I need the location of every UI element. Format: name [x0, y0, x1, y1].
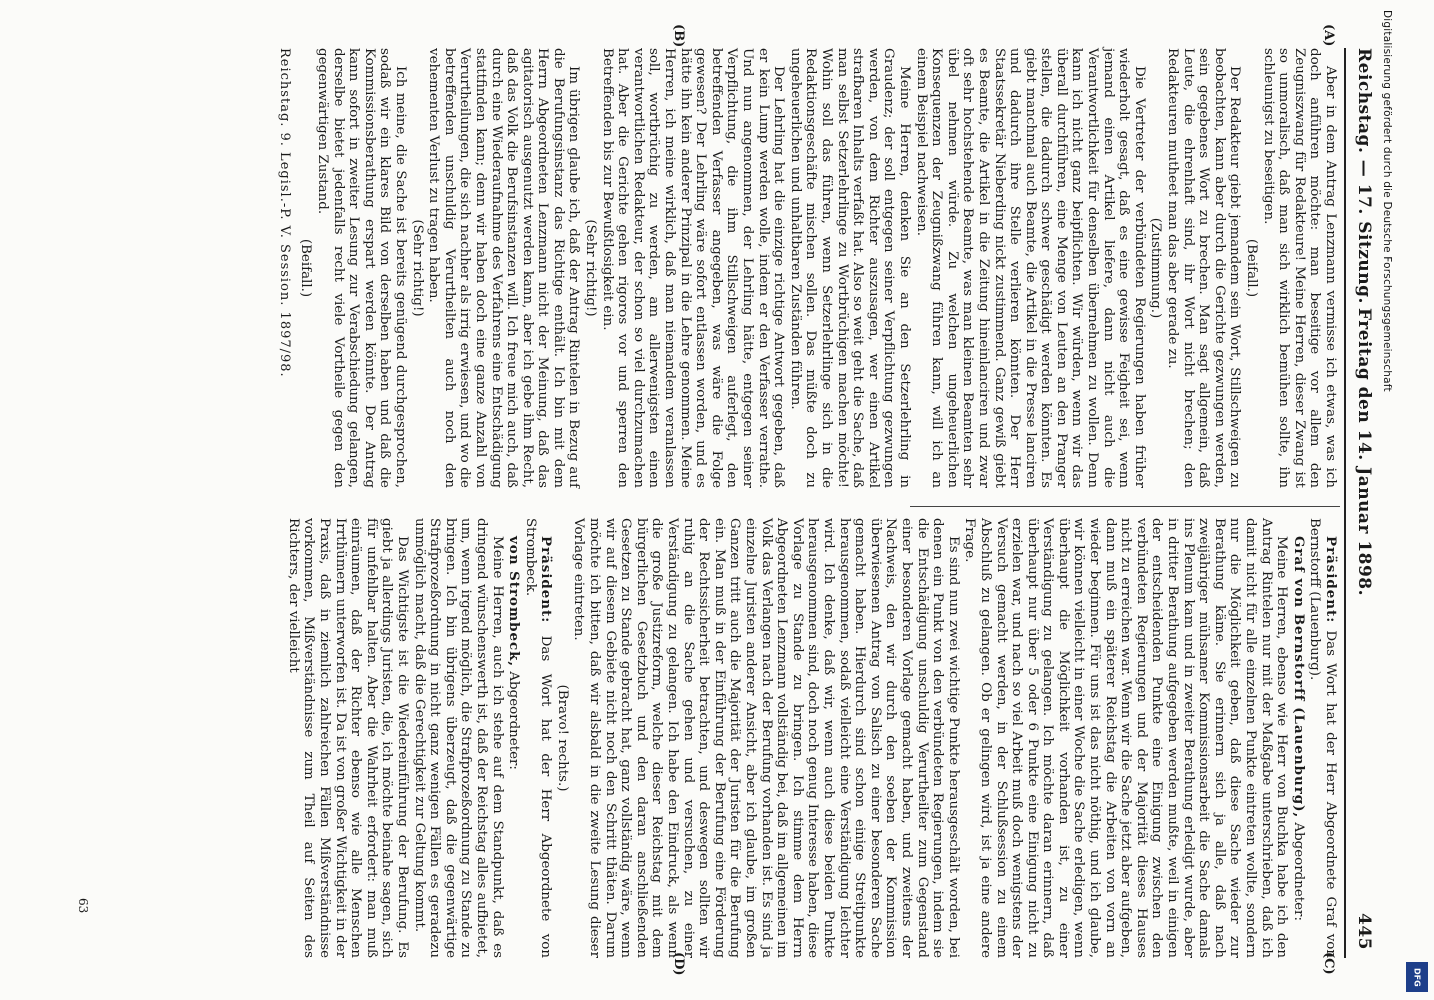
paragraph: Ich meine, die Sache ist bereits genügend durchgesprochen, sodaß wir ein klares Bild von derselben haben und daß die Kommissionsberathung erspart werden könnte. Der Antrag kann sofort in zweiter Lesung zur Verabschiedung gelangen, derselbe bietet jedenfalls recht viele Vortheile gegen den gegenwärtigen Zustand. — [315, 48, 408, 488]
sheet-number: 63 — [76, 898, 90, 914]
paragraph: Aber in dem Antrag Lenzmann vermisse ich etwas, was ich doch anführen möchte: man beseitige vor allem den Zeugniszwang für Redakteure! Meine Herren, dieser Zwang ist so unmoralisch, daß man sich wirklich bemühen sollte, ihn schleunigst zu beseitigen. — [1260, 48, 1338, 488]
margin-marker-a: (A) — [1321, 24, 1336, 47]
paragraph: Es sind nun zwei wichtige Punkte herausgeschält worden, bei denen ein Punkt von den verbündeten Regierungen, indem sie die Entschädigung unschuldig Verurtheilter zum Gegenstand einer besonderen Vorlage gemacht haben, und zweitens der Nachweis, den wir durch den soeben der Kommission überwiesenen Antrag von Salisch zu einer besonderen Sache gemacht haben. Hierdurch sind schon einige Streitpunkte herausgenommen, sodaß vielleicht eine Verständigung leichter wird. Ich denke, daß wir, wenn auch diese beiden Punkte herausgenommen sind, doch noch genug Interesse haben, diese Vorlage zu Stande zu bringen. Ich stimme dem Herrn Abgeordneten Lenzmann vollständig bei, daß im allgemeinen im Volk das Verlangen nach der Berufung vorhanden ist. Es sind ja einzelne Juristen anderer Ansicht, aber ich glaube, im großen Ganzen tritt auch die Majorität der Juristen für die Berufung ein. Man muß in der Einführung der Berufung eine Förderung der Rechtssicherheit betrachten, und deswegen sollten wir ruhig an die Sache gehen und versuchen, zu einer Verständigung zu gelangen. Ich habe den Eindruck, als wenn die große Justizreform, welche dieser Reichstag mit dem bürgerlichen Gesetzbuch und den daran anschließenden Gesetzen zu Stande gebracht hat, ganz vollständig wäre, wenn wir auf diesem Gebiete nicht noch den Schritt thäten. Darum möchte ich bitten, daß wir alsbald in die zweite Lesung dieser Vorlage eintreten. — [571, 518, 961, 958]
right-column — [284, 518, 1338, 958]
speaker-name: Graf von Bernstorff (Lauenburg), — [1290, 536, 1307, 819]
speaker-role: Abgeordneter: — [1290, 822, 1306, 921]
header-date: Freitag den 14. Januar 1898. — [1354, 308, 1374, 597]
interjection: (Zustimmung.) — [1148, 217, 1164, 319]
speaker-name: von Strombeck, — [506, 536, 523, 668]
paragraph: Die Vertreter der verbündeten Regierungen haben früher wiederholt gesagt, daß es eine gewisse Feigheit sei, wenn jemand einen Artikel liefere, dann nicht auch die Verantwortlichkeit für denselben übernehmen zu wollen. Denn kann ich nicht ganz beipflichten. Wir würden, wenn wir das überall durchführen, eine Menge von Leuten an den Pranger stellen, die dadurch schwer geschädigt werden könnten. Es giebt manchmal auch Beamte, die Artikel in die Presse lanciren und dadurch ihre Stelle verlieren könnten. Der Herr Staatssekretär Nieberding nickt zustimmend. Ganz gewiß giebt es Beamte, die Artikel in die Zeitung hineinlanciren und zwar oft sehr hochstehende Beamte, was man kleinen Beamten sehr übel nehmen würde. Zu welchen ungeheuerlichen Konsequenzen der Zeugnißzwang führen kann, will ich an einem Beispiel nachweisen. — [913, 48, 1147, 488]
paragraph: Im übrigen glaube ich, daß der Antrag Rintelen in Bezug auf die Berufungsinstanz das Richtige enthält. Ich bin mit dem Herrn Abgeordneten Lenzmann nicht der Meinung, daß das agitatorisch ausgenutzt werden kann, aber ich gebe ihm Recht, daß das Volk die Berufsinstanzen will. Ich freue mich auch, daß durch eine Wiederaufnahme des Verfahrens eine Entschädigung stattfinden kann; denn wir haben doch eine ganze Anzahl von Verurtheilungen, die sich nachher als irrig erwiesen, und wo die betreffenden unschuldig Verurtheilten auch noch den vehementen Verlust zu tragen haben. — [426, 48, 582, 488]
margin-marker-b: (B) — [671, 24, 686, 48]
speaker-role: Abgeordneter: — [506, 671, 522, 770]
rotated-document-page — [60, 18, 1380, 978]
paragraph: Meine Herren, denken Sie an den Setzerlehrling in Graudenz; der soll entgegen seiner Verpflichtung gezwungen werden, von dem Richter auszusagen, wer einen Artikel strafbaren Inhalts verfaßt hat. Also so weit geht die Sache, daß man selbst Setzerlehrlinge zu Wortbrüchigen machen möchte! Wohin soll das führen, wenn Setzerlehrlinge sich in die Redaktionsgeschäfte mischen sollen. Das müßte doch zu ungeheuerlichen und unhaltbaren Zuständen führen. — [787, 48, 912, 488]
interjection: (Sehr richtig!) — [583, 219, 599, 317]
margin-marker-c: (C) — [1321, 952, 1336, 975]
interjection: (Beifall.) — [1244, 238, 1260, 298]
volume-signature: Reichstag. 9. Legisl.-P. V. Session. 1897/98. — [276, 48, 292, 378]
interjection: (Beifall.) — [298, 238, 314, 298]
digitization-note: Digitalisierung gefördert durch die Deutsche Forschungsgemeinschaft — [1381, 10, 1393, 392]
interjection: (Sehr richtig!) — [409, 219, 425, 317]
speaker-name: Präsident: — [538, 536, 555, 624]
interjection: (Bravo! rechts.) — [554, 684, 570, 792]
column-divider — [910, 506, 1340, 507]
header-session: Reichstag. — 17. Sitzung. — [1354, 48, 1374, 304]
margin-marker-d: (D) — [671, 952, 686, 976]
running-header — [1348, 48, 1374, 958]
speaker-name: Präsident: — [1323, 536, 1339, 624]
paragraph: Meine Herren, ebenso wie Herr von Buchka habe ich den Antrag Rintelen nur mit der Maßgabe unterschrieben, daß ich damit nicht für alle einzelnen Punkte eintreten wollte, sondern nur die Möglichkeit geben, daß diese Sache wieder zur Berathung käme. Sie erinnern sich ja alle, daß nach zweijähriger mühsamer Kommissionsarbeit die Sache damals ins Plenum kam und in zweiter Berathung erledigt wurde, aber in dritter Berathung aufgegeben werden mußte, weil in einigen der entscheidenden Punkte eine Einigung zwischen den verbündeten Regierungen und der Majorität dieses Hauses nicht zu erreichen war. Wenn wir die Sache jetzt aber aufgeben, dann muß ein späterer Reichstag die Arbeiten von vorn an wieder beginnen. Für uns ist das nicht nöthig, und ich glaube, wir können vielleicht in einer Woche die Sache erledigen, wenn überhaupt die Möglichkeit vorhanden ist, zu einer Verständigung zu gelangen. Ich möchte daran erinnern, daß überhaupt nur über 5 oder 6 Punkte eine Einigung nicht zu erzielen war, und nach so viel Arbeit muß doch wenigstens der Versuch gemacht werden, in der Schlußsession zu einem Abschluß zu gelangen. Ob er gelingen wird, ist ja eine andere Frage. — [962, 518, 1290, 958]
speaker-text: Das Wort hat der Herr Abgeordnete von Strombeck. — [522, 518, 554, 958]
paragraph: Meine Herren, auch ich stehe auf dem Standpunkt, daß es dringend wünschenswerth ist, daß der Reichstag alles aufbietet, um, wenn irgend möglich, die Strafprozeßordnung zu Stande zu bringen. Ich bin übrigens überzeugt, daß die gegenwärtige Strafprozeßordnung in nicht ganz wenigen Fällen es geradezu unmöglich macht, daß die Gerechtigkeit zur Geltung kommt. — [411, 518, 505, 958]
page-number: 445 — [1354, 913, 1374, 950]
left-column — [275, 48, 1338, 488]
paragraph: Der Lehrling hat die einzige richtige Antwort gegeben, daß er kein Lump werden wolle, indem er den Verfasser verrathe. Und nun angenommen, der Lehrling hätte, entgegen seiner Verpflichtung, die ihm Stillschweigen auferlegt, den betreffenden Verfasser angegeben, was wäre die Folge gewesen? Der Lehrling wäre sofort entlassen worden, und es hätte ihn kein anderer Prinzipal in die Lehre genommen. Meine Herren, ich meine wirklich, daß man niemandem veranlassen soll, wortbrüchig zu werden, am allerwenigsten einen verantwortlichen Redakteur, der schon so viel durchzumachen hat. Aber die Gerichte gehen rigoros vor und sperren den Betreffenden bis zur Bewußtlosigkeit ein. — [599, 48, 787, 488]
dfg-logo: DFG — [1406, 962, 1428, 992]
speaker-text: Das Wort hat der Herr Abgeordnete Graf von Bernstorff (Lauenburg). — [1307, 518, 1338, 958]
paragraph: Der Redakteur giebt jemandem sein Wort, Stillschweigen zu beobachten, kann aber durch die Gerichte gezwungen werden, sein gegebenes Wort zu brechen. Man sagt allgemein, daß Leute, die ehrenhaft sind, ihr Wort nicht brechen; den Redakteuren mutheet man das aber gerade zu. — [1165, 48, 1243, 488]
header-rule — [1344, 48, 1346, 958]
paragraph: Das Wichtigste ist die Wiedereinführung der Berufung. Es giebt ja allerdings Juristen, die, ich möchte beinahe sagen, sich für unfehlbar halten. Aber die Wahrheit erfordert: man muß einräumen, daß der Richter ebenso wie alle Menschen Irrthümern unterworfen ist. Da ist von großer Wichtigkeit in der Praxis, daß in ziemlich zahlreichen Fällen Mißverständnisse vorkommen, Mißverständnisse zum Theil auf Seiten des Richters, der vielleicht — [285, 518, 410, 958]
